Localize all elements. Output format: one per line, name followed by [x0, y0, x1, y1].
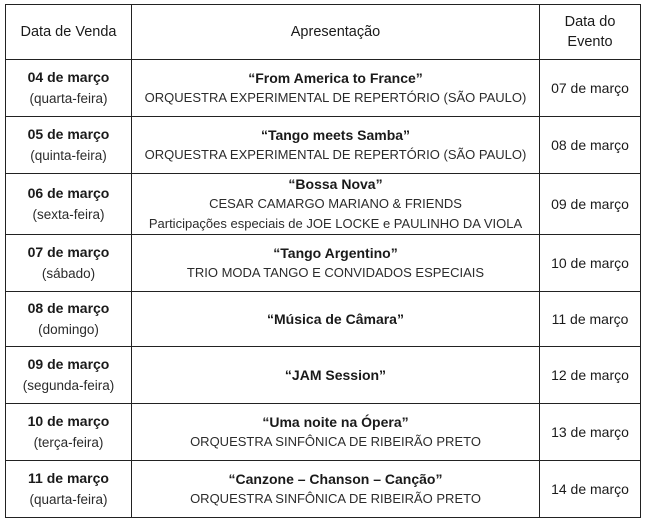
header-event-date: [540, 5, 641, 60]
table-row: [6, 347, 641, 404]
event-date: 14 de março: [551, 481, 629, 497]
sale-date: 04 de março: [27, 69, 110, 85]
sale-date: 06 de março: [27, 185, 110, 201]
performer-line: ORQUESTRA EXPERIMENTAL DE REPERTÓRIO (SÃO PAULO): [144, 90, 527, 105]
event-date-cell: [540, 235, 641, 292]
header-row: [6, 5, 641, 60]
presentation-cell: [132, 404, 540, 461]
header-sale-date: [6, 5, 132, 60]
presentation-cell: [132, 292, 540, 347]
sale-date-cell: [6, 235, 132, 292]
presentation-title: “Tango Argentino”: [273, 245, 398, 261]
table-row: [6, 404, 641, 461]
sale-weekday: (segunda-feira): [22, 378, 115, 393]
table-row: [6, 292, 641, 347]
event-date-cell: [540, 60, 641, 117]
presentation-title: “From America to France”: [248, 70, 423, 86]
performer-line: ORQUESTRA EXPERIMENTAL DE REPERTÓRIO (SÃO PAULO): [144, 147, 527, 162]
header-event-date-line2: Evento: [567, 34, 613, 50]
sale-date: 08 de março: [27, 300, 110, 316]
header-presentation: [132, 5, 540, 60]
event-date: 09 de março: [551, 196, 629, 212]
presentation-title: “Bossa Nova”: [288, 176, 383, 192]
presentation-cell: [132, 174, 540, 235]
event-date: 08 de março: [551, 137, 629, 153]
schedule-table-wrapper: [5, 4, 641, 518]
sale-date-cell: [6, 60, 132, 117]
sale-date-cell: [6, 174, 132, 235]
event-date: 11 de março: [551, 311, 629, 327]
sale-weekday: (quarta-feira): [29, 91, 108, 106]
header-sale-date-label: Data de Venda: [20, 24, 117, 40]
presentation-title: “JAM Session”: [284, 367, 387, 383]
sale-date-cell: [6, 347, 132, 404]
sale-weekday: (quarta-feira): [29, 492, 108, 507]
presentation-cell: [132, 117, 540, 174]
sale-weekday: (quinta-feira): [30, 148, 107, 163]
sale-date: 09 de março: [27, 356, 110, 372]
header-presentation-label: Apresentação: [290, 24, 381, 40]
presentation-title: “Música de Câmara”: [267, 311, 404, 327]
sale-weekday: (domingo): [38, 322, 99, 337]
presentation-cell: [132, 60, 540, 117]
table-row: [6, 235, 641, 292]
presentation-title: “Canzone – Chanson – Canção”: [228, 471, 443, 487]
event-date: 10 de março: [551, 255, 629, 271]
event-date-cell: [540, 404, 641, 461]
event-date: 12 de março: [551, 367, 629, 383]
event-date-cell: [540, 117, 641, 174]
event-date-cell: [540, 292, 641, 347]
presentation-title: “Uma noite na Ópera”: [262, 414, 409, 430]
sale-date-cell: [6, 117, 132, 174]
header-event-date-line1: Data do: [564, 14, 616, 30]
presentation-cell: [132, 347, 540, 404]
performer-line: CESAR CAMARGO MARIANO & FRIENDS: [209, 196, 462, 211]
performer-line: ORQUESTRA SINFÔNICA DE RIBEIRÃO PRETO: [190, 491, 481, 506]
presentation-cell: [132, 235, 540, 292]
presentation-title: “Tango meets Samba”: [260, 127, 411, 143]
event-date-cell: [540, 174, 641, 235]
event-date: 07 de março: [551, 80, 629, 96]
table-row: [6, 174, 641, 235]
sale-weekday: (sexta-feira): [32, 207, 105, 222]
performer-line: ORQUESTRA SINFÔNICA DE RIBEIRÃO PRETO: [190, 434, 481, 449]
schedule-table: [5, 4, 641, 518]
sale-date-cell: [6, 292, 132, 347]
sale-date: 11 de março: [28, 470, 109, 486]
sale-date: 05 de março: [27, 126, 110, 142]
table-row: [6, 60, 641, 117]
sale-date: 07 de março: [27, 244, 110, 260]
performer-line: Participações especiais de JOE LOCKE e PAULINHO DA VIOLA: [148, 216, 523, 231]
sale-date: 10 de março: [27, 413, 110, 429]
sale-weekday: (terça-feira): [33, 435, 104, 450]
table-row: [6, 117, 641, 174]
event-date: 13 de março: [551, 424, 629, 440]
sale-date-cell: [6, 404, 132, 461]
sale-weekday: (sábado): [41, 266, 96, 281]
event-date-cell: [540, 347, 641, 404]
performer-line: TRIO MODA TANGO E CONVIDADOS ESPECIAIS: [186, 265, 485, 280]
